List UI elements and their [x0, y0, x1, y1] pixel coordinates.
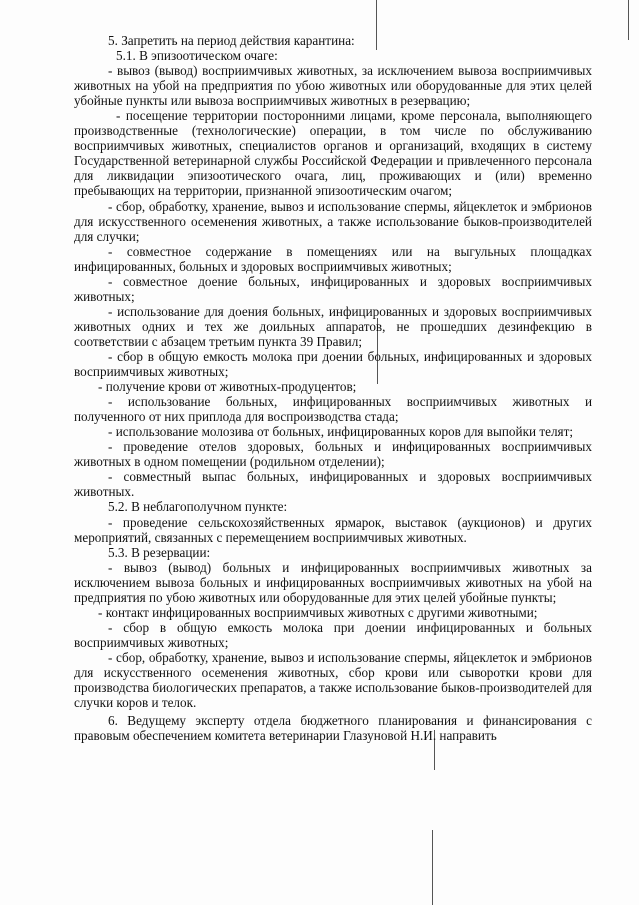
- paragraph: - проведение сельскохозяйственных ярмарок, выставок (аукционов) и других мероприятий, связанных с перемещением восприимчивых животных.: [74, 514, 592, 545]
- paragraph: - вывоз (вывод) восприимчивых животных, за исключением вывоза восприимчивых животных на убой на предприятия по убою животных или оборудованные для этих целей убойные пункты или вывоза восприимчивых животных в резервацию;: [74, 63, 592, 109]
- paragraph: - использование больных, инфицированных восприимчивых животных и полученного от них приплода для воспроизводства стада;: [74, 394, 592, 425]
- paragraph: 5.1. В эпизоотическом очаге:: [116, 48, 278, 64]
- paragraph: 6. Ведущему эксперту отдела бюджетного планирования и финансирования с правовым обеспечением комитета ветеринарии Глазуновой Н.И. направить: [74, 713, 592, 744]
- paragraph: - использование для доения больных, инфицированных и здоровых восприимчивых животных одних и тех же доильных аппаратов, не прошедших дезинфекцию в соответствии с абзацем третьим пункта 39 Правил;: [74, 303, 592, 349]
- paragraph: - получение крови от животных-продуцентов;: [98, 379, 357, 395]
- paragraph: - сбор, обработку, хранение, вывоз и использование спермы, яйцеклеток и эмбрионов для искусственного осеменения животных, а также использование быков-производителей для случки;: [74, 198, 592, 244]
- scan-line-bottom: [432, 830, 433, 905]
- paragraph: - проведение отелов здоровых, больных и инфицированных восприимчивых животных в одном помещении (родильном отделении);: [74, 439, 592, 470]
- paragraph: 5.3. В резервации:: [108, 544, 211, 560]
- paragraph: 5.2. В неблагополучном пункте:: [108, 499, 288, 515]
- paragraph: - сбор в общую емкость молока при доении инфицированных и больных восприимчивых животных;: [74, 619, 592, 650]
- paragraph: - использование молозива от больных, инфицированных коров для выпойки телят;: [108, 424, 574, 440]
- scan-line-right-edge: [628, 0, 629, 40]
- paragraph: - вывоз (вывод) больных и инфицированных восприимчивых животных за исключением вывоза больных и инфицированных восприимчивых животных на убой на предприятия по убою животных или оборудованные для этих целей убойные пункты;: [74, 559, 592, 605]
- paragraph: - посещение территории посторонними лицами, кроме персонала, выполняющего производственные (технологические) операции, в том числе по обслуживанию восприимчивых животных, специалистов органов и организаций, входящих в систему Государственной ветеринарной службы Российской Федерации и привлеченного персонала для ликвидации эпизоотического очага, лиц, проживающих и (или) временно пребывающих на территории, признанной эпизоотическим очагом;: [74, 108, 592, 199]
- paragraph: - совместное содержание в помещениях или на выгульных площадках инфицированных, больных и здоровых восприимчивых животных;: [74, 243, 592, 274]
- paragraph: - сбор, обработку, хранение, вывоз и использование спермы, яйцеклеток и эмбрионов для искусственного осеменения животных, сбор крови или сыворотки крови для производства биологических препаратов, а также использование быков-производителей для случки коров и телок.: [74, 649, 592, 711]
- paragraph: - сбор в общую емкость молока при доении больных, инфицированных и здоровых восприимчивых животных;: [74, 348, 592, 380]
- paragraph: - совместное доение больных, инфицированных и здоровых восприимчивых животных;: [74, 273, 592, 304]
- paragraph: 5. Запретить на период действия карантина:: [108, 33, 355, 48]
- paragraph: - совместный выпас больных, инфицированных и здоровых восприимчивых животных.: [74, 469, 592, 500]
- paragraph: - контакт инфицированных восприимчивых животных с другими животными;: [98, 604, 538, 620]
- document-body: [74, 33, 592, 743]
